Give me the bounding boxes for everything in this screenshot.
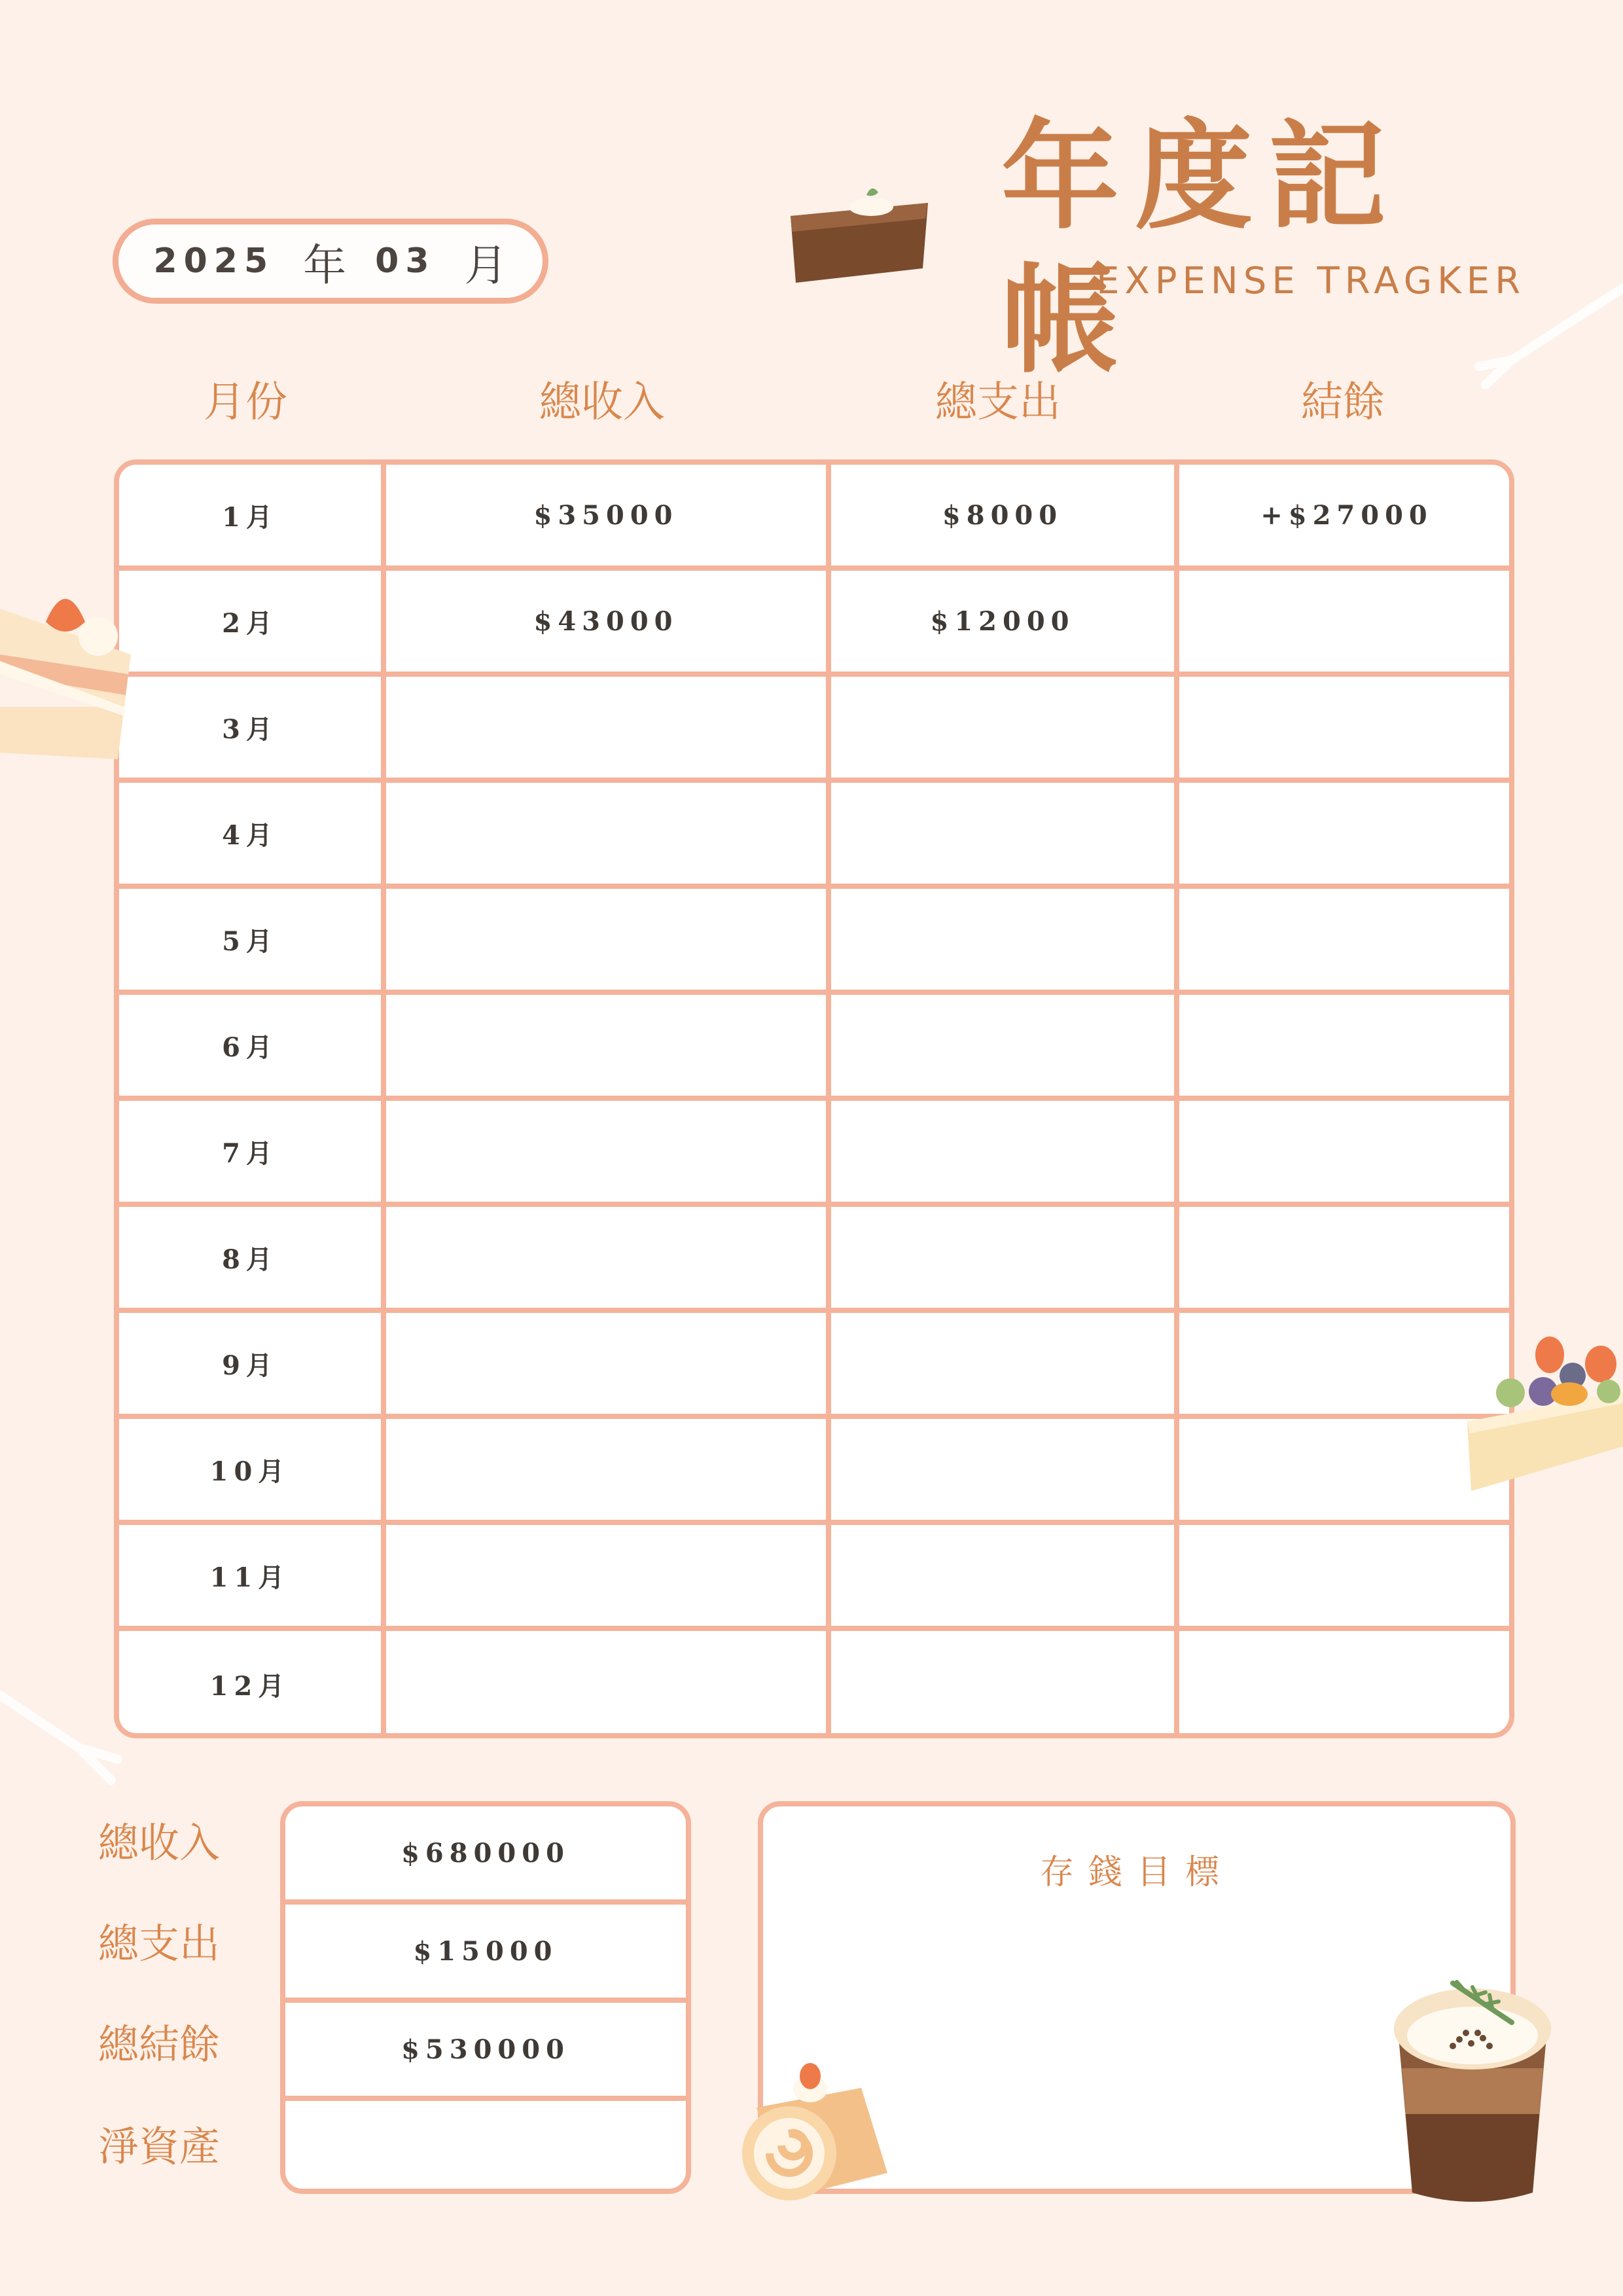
column-header-month: 月份 — [204, 378, 287, 427]
column-header-balance: 結餘 — [1301, 378, 1385, 427]
summary-label-net-worth: 淨資產 — [98, 2123, 221, 2170]
table-row — [119, 889, 1509, 995]
month-cell: 9月 — [222, 1350, 278, 1381]
table-row — [119, 1207, 1509, 1313]
month-cell: 5月 — [222, 925, 278, 957]
table-row — [119, 465, 1509, 571]
table-row — [119, 1525, 1509, 1631]
expense-cell[interactable] — [831, 1313, 1174, 1414]
table-row — [119, 1101, 1509, 1207]
expense-cell[interactable] — [831, 1207, 1174, 1308]
balance-cell[interactable] — [1179, 1207, 1514, 1308]
balance-cell[interactable] — [1179, 571, 1514, 672]
balance-cell[interactable] — [1179, 1631, 1514, 1737]
income-cell[interactable] — [386, 677, 826, 778]
summary-table — [280, 1801, 691, 2194]
expense-cell[interactable]: $12000 — [930, 605, 1075, 637]
table-row — [119, 1631, 1509, 1737]
month-unit: 月 — [464, 240, 508, 291]
month-cell: 8月 — [222, 1244, 278, 1275]
summary-label-income: 總收入 — [98, 1819, 221, 1867]
expense-cell[interactable] — [831, 995, 1174, 1096]
table-row — [119, 995, 1509, 1101]
month-cell: 7月 — [222, 1138, 278, 1169]
income-cell[interactable]: $35000 — [533, 499, 679, 531]
summary-value-net-worth[interactable] — [285, 2101, 686, 2194]
balance-cell[interactable]: +$27000 — [1260, 499, 1433, 531]
balance-cell[interactable] — [1179, 1101, 1514, 1202]
income-cell[interactable] — [386, 995, 826, 1096]
month-cell: 12月 — [209, 1670, 291, 1702]
column-header-income: 總收入 — [539, 378, 665, 427]
balance-cell[interactable] — [1179, 1525, 1514, 1626]
table-row — [119, 783, 1509, 889]
month-cell: 2月 — [222, 607, 278, 639]
income-cell[interactable] — [386, 1631, 826, 1737]
column-header-expense: 總支出 — [935, 378, 1061, 427]
month-cell: 10月 — [209, 1456, 291, 1487]
month-cell: 4月 — [222, 819, 278, 851]
income-cell[interactable] — [386, 1313, 826, 1414]
table-row — [119, 1313, 1509, 1419]
summary-value-balance[interactable]: $530000 — [285, 2003, 686, 2101]
balance-cell[interactable] — [1179, 995, 1514, 1096]
page-subtitle: EXPENSE TRAGKER — [1096, 260, 1526, 302]
column-divider — [826, 465, 831, 1733]
income-cell[interactable] — [386, 1419, 826, 1520]
year-unit: 年 — [303, 240, 347, 291]
income-cell[interactable] — [386, 783, 826, 884]
table-row — [119, 571, 1509, 677]
expense-cell[interactable] — [831, 1525, 1174, 1626]
summary-value-income[interactable]: $680000 — [285, 1806, 686, 1905]
month-cell: 3月 — [222, 713, 278, 745]
expense-cell[interactable] — [831, 1101, 1174, 1202]
month-cell: 6月 — [222, 1031, 278, 1063]
expense-cell[interactable] — [831, 783, 1174, 884]
summary-value-expense[interactable]: $15000 — [285, 1905, 686, 2003]
income-cell[interactable]: $43000 — [533, 605, 679, 637]
fruit-tart-icon — [1465, 1335, 1623, 1492]
balance-cell[interactable] — [1179, 783, 1514, 884]
column-divider — [1174, 465, 1179, 1733]
balance-cell[interactable] — [1179, 889, 1514, 990]
column-divider — [381, 465, 386, 1733]
expense-cell[interactable] — [831, 1631, 1174, 1737]
savings-goal-title: 存錢目標 — [1039, 1853, 1234, 1892]
income-cell[interactable] — [386, 889, 826, 990]
monthly-table — [114, 459, 1514, 1738]
expense-cell[interactable] — [831, 889, 1174, 990]
month-cell: 1月 — [222, 501, 278, 533]
summary-label-expense: 總支出 — [98, 1920, 221, 1967]
table-row — [119, 677, 1509, 783]
page-title: 年度記帳 — [1001, 107, 1402, 389]
summary-label-balance: 總結餘 — [98, 2020, 221, 2068]
income-cell[interactable] — [386, 1101, 826, 1202]
chocolate-cake-icon — [783, 177, 940, 288]
year-value: 2025 — [153, 242, 275, 281]
expense-cell[interactable] — [831, 1419, 1174, 1520]
expense-cell[interactable] — [831, 677, 1174, 778]
swiss-roll-icon — [730, 2042, 894, 2206]
fork-icon — [0, 1682, 131, 1793]
income-cell[interactable] — [386, 1525, 826, 1626]
coffee-cup-icon — [1387, 1970, 1558, 2206]
expense-cell[interactable]: $8000 — [942, 499, 1063, 531]
date-selector[interactable] — [113, 219, 548, 304]
balance-cell[interactable] — [1179, 677, 1514, 778]
table-row — [119, 1419, 1509, 1525]
month-cell: 11月 — [209, 1562, 291, 1593]
income-cell[interactable] — [386, 1207, 826, 1308]
strawberry-shortcake-icon — [0, 576, 151, 759]
month-value: 03 — [375, 242, 436, 281]
